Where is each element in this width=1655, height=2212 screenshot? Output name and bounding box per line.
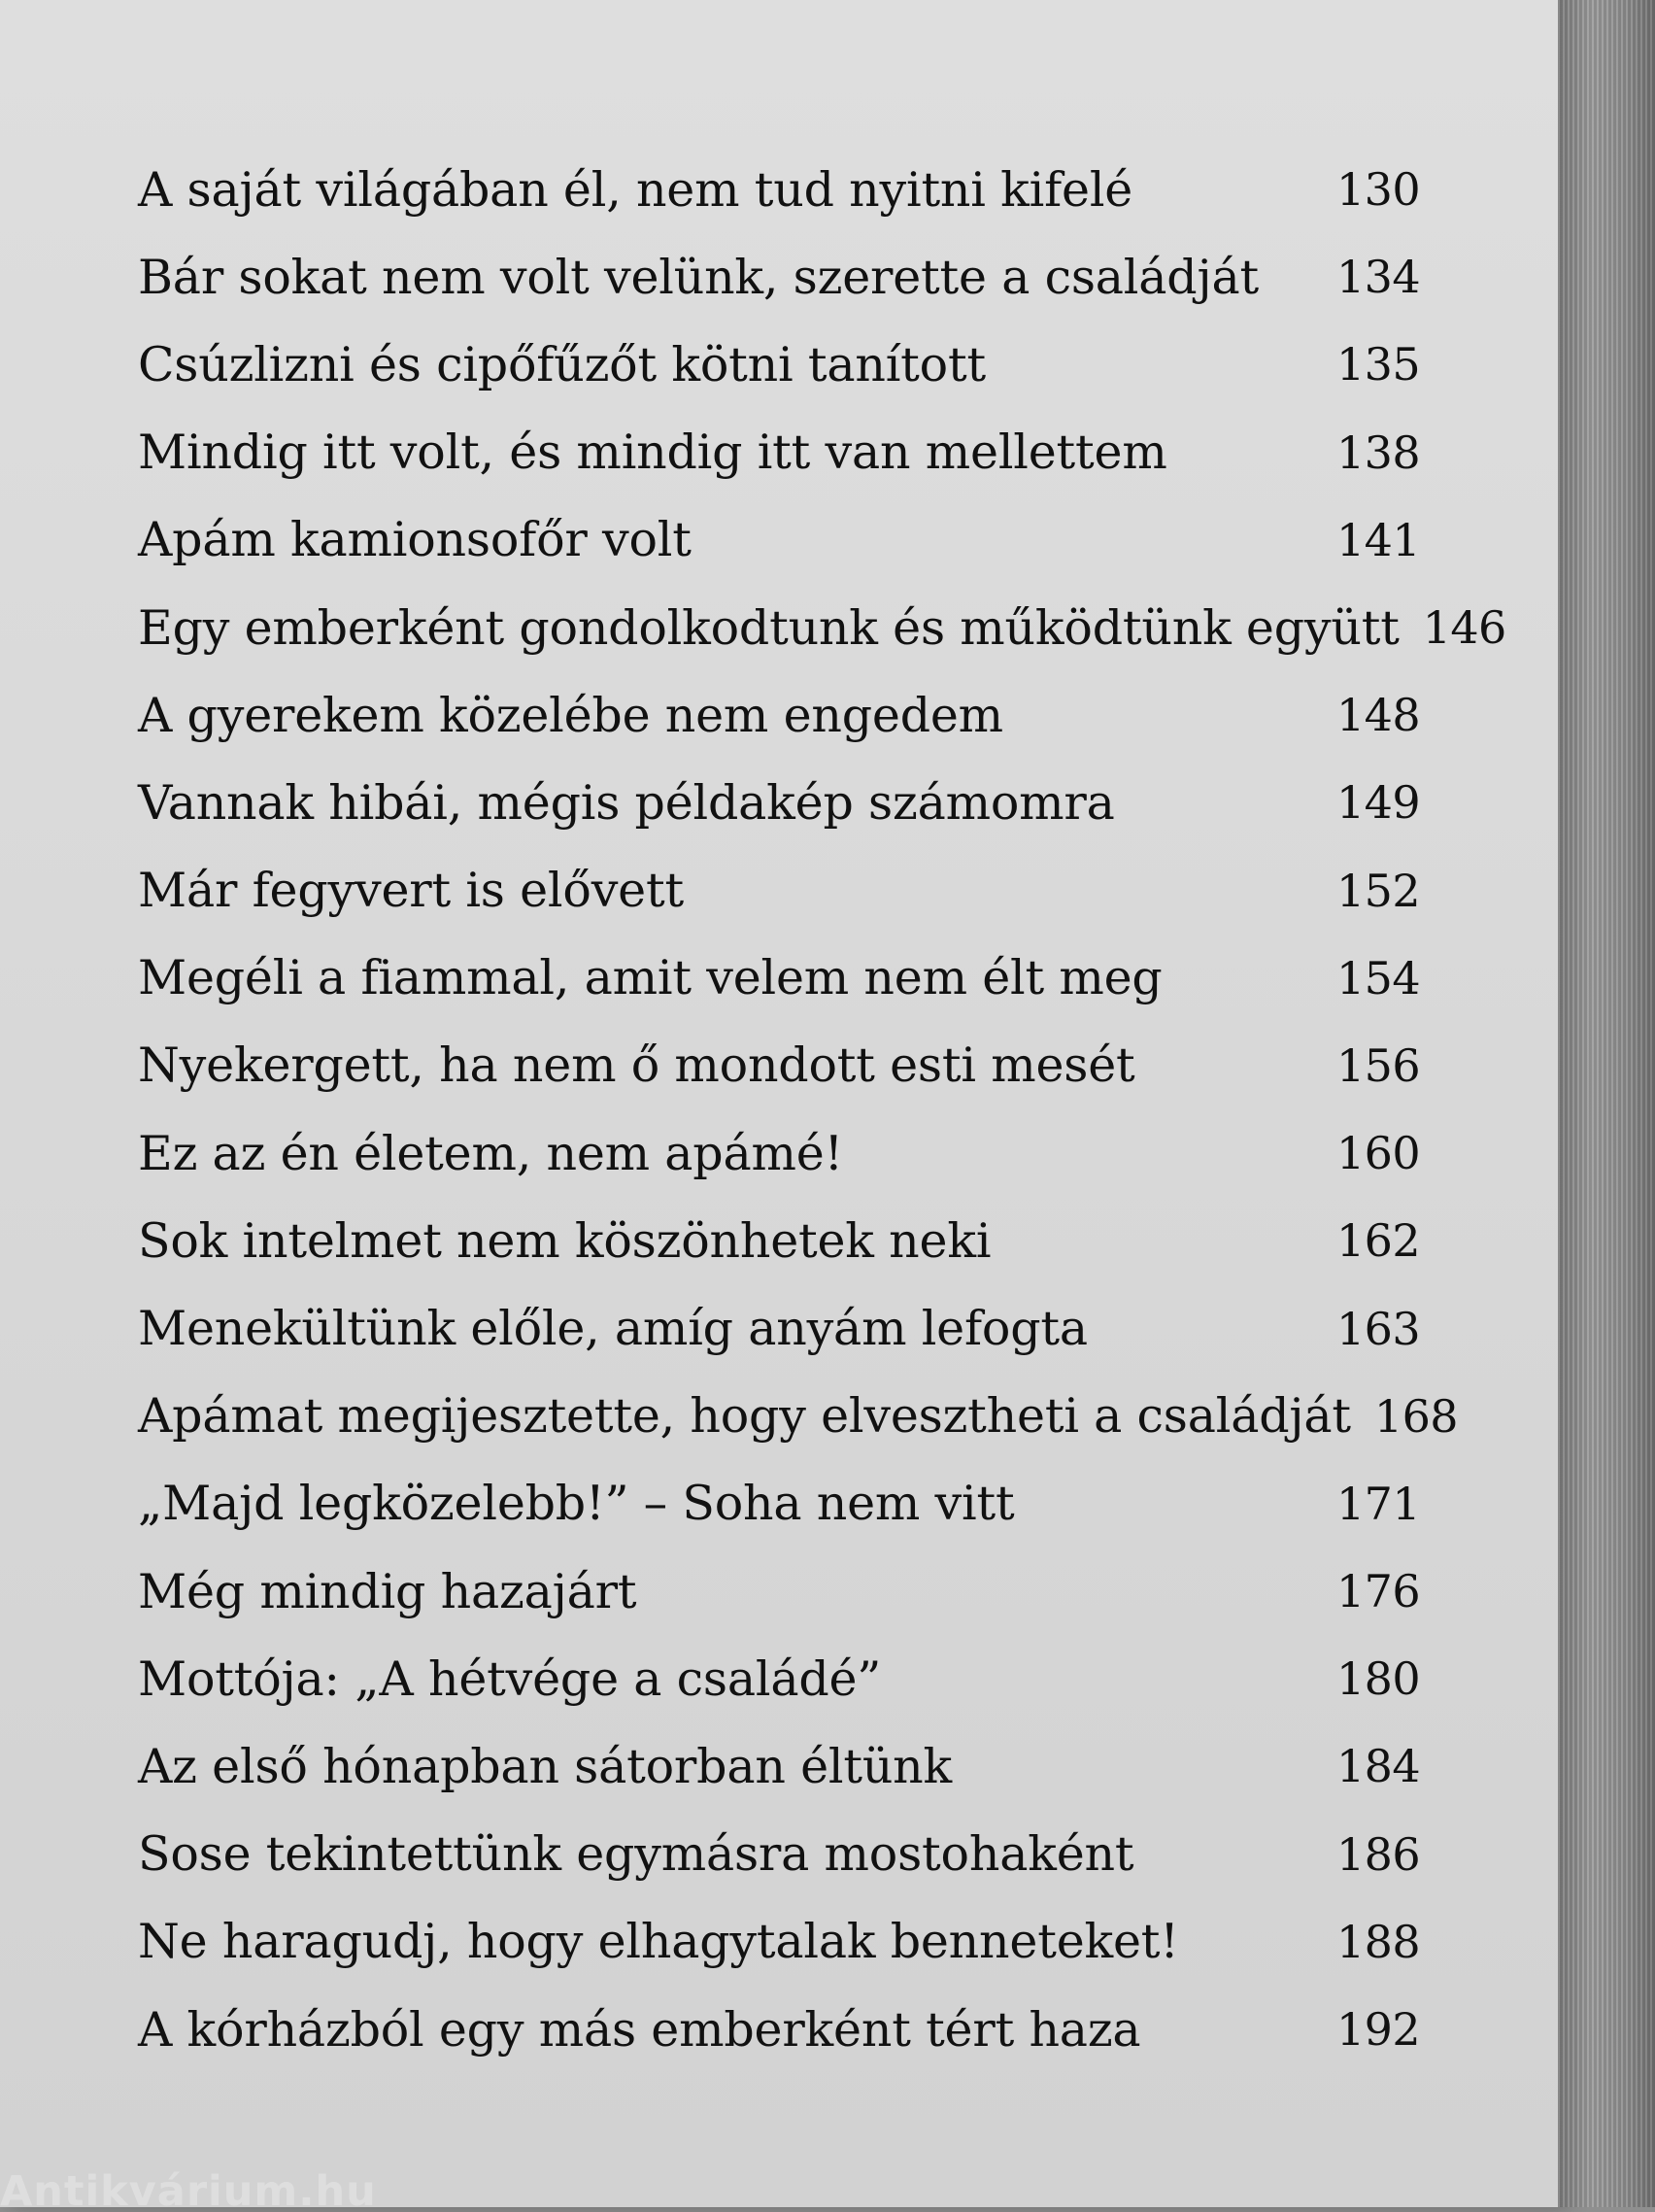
watermark: Antikvárium.hu bbox=[0, 2167, 377, 2212]
toc-entry-page: 149 bbox=[1336, 776, 1420, 830]
toc-entry-title: Mottója: „A hétvége a családé” bbox=[138, 1650, 882, 1707]
toc-entry-page: 156 bbox=[1336, 1038, 1420, 1092]
toc-entry-page: 192 bbox=[1336, 2003, 1420, 2057]
toc-row bbox=[138, 1986, 1420, 2073]
toc-row bbox=[138, 409, 1420, 496]
toc-entry-page: 135 bbox=[1336, 338, 1420, 391]
toc-entry-title: Ne haragudj, hogy elhagytalak benneteket! bbox=[138, 1914, 1179, 1970]
toc-entry-title: Bár sokat nem volt velünk, szerette a családját bbox=[138, 249, 1259, 305]
toc-row bbox=[138, 146, 1420, 233]
toc-entry-title: Vannak hibái, mégis példakép számomra bbox=[138, 774, 1115, 831]
toc-row bbox=[138, 584, 1506, 671]
toc-row bbox=[138, 1722, 1420, 1810]
toc-row bbox=[138, 1284, 1420, 1372]
toc-entry-title: Mindig itt volt, és mindig itt van mellettem bbox=[138, 425, 1167, 481]
toc-entry-title: A gyerekem közelébe nem engedem bbox=[138, 687, 1003, 743]
toc-entry-title: Még mindig hazajárt bbox=[138, 1563, 637, 1619]
table-of-contents bbox=[138, 146, 1506, 2073]
toc-entry-title: Menekültünk előle, amíg anyám lefogta bbox=[138, 1301, 1088, 1357]
toc-entry-page: 160 bbox=[1336, 1127, 1420, 1180]
toc-entry-page: 152 bbox=[1336, 864, 1420, 917]
toc-entry-title: A kórházból egy más emberként tért haza bbox=[138, 2001, 1141, 2058]
toc-entry-page: 148 bbox=[1336, 689, 1420, 742]
toc-row bbox=[138, 759, 1420, 846]
toc-row bbox=[138, 1811, 1420, 1898]
toc-entry-page: 171 bbox=[1336, 1477, 1420, 1530]
toc-row bbox=[138, 1197, 1420, 1284]
toc-entry-page: 138 bbox=[1336, 425, 1420, 479]
toc-entry-title: Csúzlizni és cipőfűzőt kötni tanított bbox=[138, 336, 986, 392]
toc-entry-title: Ez az én életem, nem apámé! bbox=[138, 1125, 844, 1181]
toc-entry-page: 186 bbox=[1336, 1827, 1420, 1881]
toc-row bbox=[138, 1373, 1458, 1460]
page-stack-edge bbox=[1558, 0, 1655, 2207]
toc-row bbox=[138, 671, 1420, 759]
toc-entry-page: 154 bbox=[1336, 951, 1420, 1004]
toc-row bbox=[138, 496, 1420, 584]
toc-row bbox=[138, 1548, 1420, 1635]
toc-entry-title: Nyekergett, ha nem ő mondott esti mesét bbox=[138, 1038, 1135, 1094]
toc-entry-page: 168 bbox=[1373, 1389, 1458, 1443]
toc-entry-title: „Majd legközelebb!” – Soha nem vitt bbox=[138, 1476, 1015, 1532]
toc-entry-title: Sok intelmet nem köszönhetek neki bbox=[138, 1212, 992, 1269]
toc-entry-title: A saját világában él, nem tud nyitni kifelé bbox=[138, 161, 1133, 218]
toc-entry-title: Apámat megijesztette, hogy elvesztheti a családját bbox=[138, 1388, 1351, 1445]
toc-entry-title: Egy emberként gondolkodtunk és működtünk együtt bbox=[138, 599, 1400, 656]
toc-entry-page: 141 bbox=[1336, 513, 1420, 566]
toc-entry-page: 146 bbox=[1422, 601, 1506, 655]
toc-entry-title: Az első hónapban sátorban éltünk bbox=[138, 1738, 953, 1794]
toc-entry-page: 184 bbox=[1336, 1740, 1420, 1793]
toc-entry-title: Már fegyvert is elővett bbox=[138, 863, 684, 919]
toc-row bbox=[138, 1635, 1420, 1722]
toc-row bbox=[138, 1109, 1420, 1197]
toc-entry-page: 180 bbox=[1336, 1652, 1420, 1706]
toc-row bbox=[138, 321, 1420, 408]
toc-row bbox=[138, 233, 1420, 321]
toc-entry-title: Sose tekintettünk egymásra mostohaként bbox=[138, 1826, 1134, 1883]
toc-entry-title: Megéli a fiammal, amit velem nem élt meg bbox=[138, 950, 1163, 1006]
toc-row bbox=[138, 1022, 1420, 1109]
toc-entry-page: 163 bbox=[1336, 1302, 1420, 1355]
toc-entry-title: Apám kamionsofőr volt bbox=[138, 512, 692, 568]
toc-row bbox=[138, 847, 1420, 935]
toc-entry-page: 188 bbox=[1336, 1915, 1420, 1968]
toc-entry-page: 176 bbox=[1336, 1565, 1420, 1618]
toc-entry-page: 134 bbox=[1336, 251, 1420, 304]
toc-row bbox=[138, 1898, 1420, 1986]
toc-row bbox=[138, 935, 1420, 1022]
toc-entry-page: 130 bbox=[1336, 163, 1420, 217]
toc-row bbox=[138, 1460, 1420, 1548]
toc-entry-page: 162 bbox=[1336, 1214, 1420, 1268]
